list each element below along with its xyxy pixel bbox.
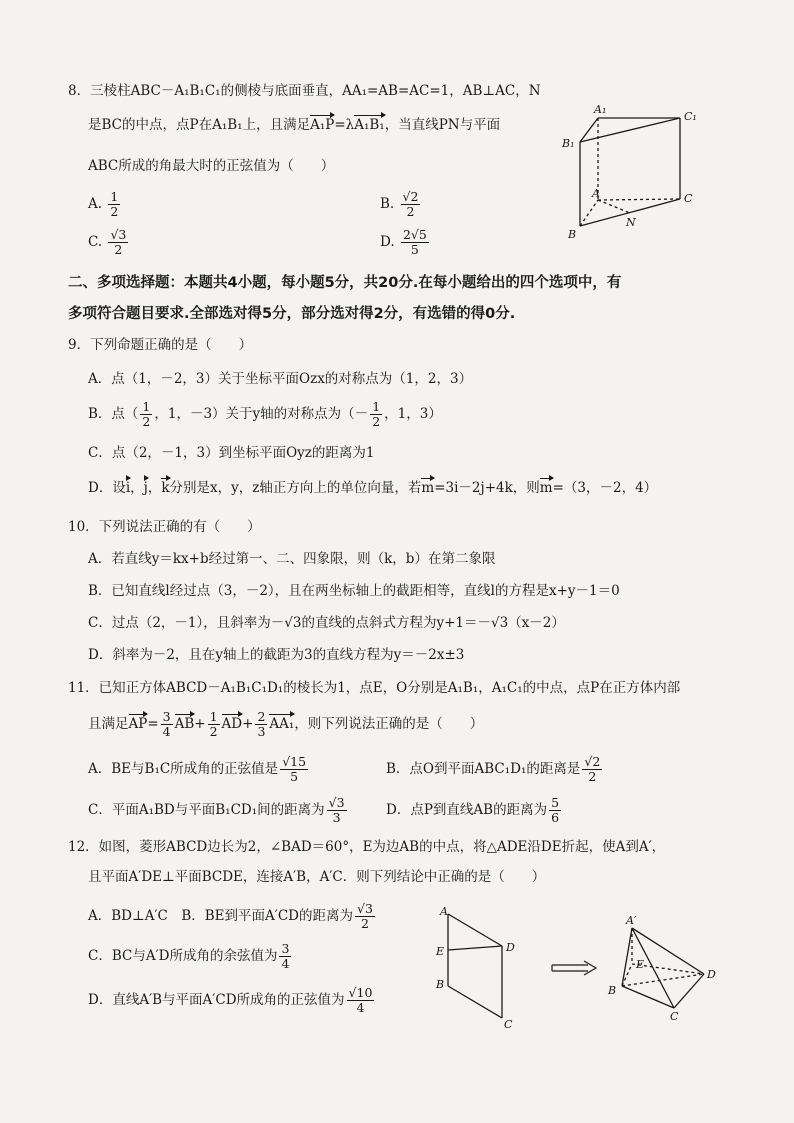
q8-line2: 是BC的中点，点P在A₁B₁上，且满足A₁P=λA₁B₁，当直线PN与平面 xyxy=(88,113,500,136)
label-D: D xyxy=(707,968,716,981)
q8-option-a: A. $\frac{1}{2}$ xyxy=(88,189,119,219)
label-E: E xyxy=(636,958,645,971)
vector-A1B1: A₁B₁ xyxy=(354,113,385,132)
label-D: D xyxy=(506,941,515,954)
label-B: B xyxy=(608,984,617,997)
label-C1: C₁ xyxy=(684,110,697,123)
label-A: A xyxy=(440,905,448,918)
label-B1: B₁ xyxy=(562,137,575,150)
q10-option-d: D．斜率为－2，且在y轴上的截距为3的直线方程为y＝－2x±3 xyxy=(88,647,465,663)
rhombus-figure xyxy=(432,906,522,1030)
q9-option-d: D．设i，j，k分别是x，y，z轴正方向上的单位向量，若m=3i－2j+4k，则m=（3，－2，4） xyxy=(88,476,657,499)
label-N: N xyxy=(626,216,636,229)
label-C: C xyxy=(670,1010,679,1023)
q9-option-a: A．点（1，－2，3）关于坐标平面Ozx的对称点为（1，2，3） xyxy=(88,371,473,387)
q8-line3: ABC所成的角最大时的正弦值为（ ） xyxy=(88,158,335,174)
q8-option-c: C. $\frac{√3}{2}$ xyxy=(88,227,127,257)
q8-option-a-fraction: $\frac{1}{2}$ xyxy=(110,189,119,219)
fold-arrow-icon xyxy=(550,960,600,976)
q8-option-d-fraction: $\frac{2√5}{5}$ xyxy=(402,227,427,257)
q10-option-b: B．已知直线l经过点（3，－2），且在两坐标轴上的截距相等，直线l的方程是x+y－1＝0 xyxy=(88,583,620,599)
section2-heading-line1: 二、多项选择题：本题共4小题，每小题5分，共20分.在每小题给出的四个选项中，有 xyxy=(68,275,622,291)
q8-option-b-fraction: $\frac{√2}{2}$ xyxy=(402,189,419,219)
label-A-prime: A′ xyxy=(626,914,637,927)
label-C: C xyxy=(684,192,693,205)
q11-option-a: A．BE与B₁C所成角的正弦值是 $\frac{√15}{5}$ xyxy=(88,754,307,784)
q10-option-a: A．若直线y＝kx+b经过第一、二、四象限，则（k，b）在第二象限 xyxy=(88,551,496,567)
q10-option-c: C．过点（2，－1），且斜率为－√3的直线的点斜式方程为y+1＝－√3（x－2） xyxy=(88,615,565,631)
label-A: A xyxy=(592,187,600,200)
label-A1: A₁ xyxy=(594,103,607,116)
q8-option-d: D. $\frac{2√5}{5}$ xyxy=(380,227,427,257)
q8-line1: 8．三棱柱ABC－A₁B₁C₁的侧棱与底面垂直，AA₁=AB=AC=1，AB⊥AC，N xyxy=(68,83,541,99)
q12-option-ab: A．BD⊥A′C B．BE到平面A′CD的距离为 $\frac{√3}{2}$ xyxy=(88,901,373,931)
q11-line1: 11．已知正方体ABCD－A₁B₁C₁D₁的棱长为1，点E，O分别是A₁B₁，A₁C₁的中点，点P在正方体内部 xyxy=(68,680,681,696)
q9-option-c: C．点（2，－1，3）到坐标平面Oyz的距离为1 xyxy=(88,445,375,461)
q11-option-b: B．点O到平面ABC₁D₁的距离是 $\frac{√2}{2}$ xyxy=(386,754,601,784)
label-E: E xyxy=(436,945,445,958)
folded-pyramid-figure xyxy=(600,916,720,1026)
q9-option-b: B．点（ $\frac{1}{2}$ ，1，－3）关于y轴的对称点为（－ $\frac{1}{2}$ ，1，3） xyxy=(88,399,442,429)
q10-stem: 10．下列说法正确的有（ ） xyxy=(68,519,261,535)
prism-figure xyxy=(560,102,705,242)
q12-line1: 12．如图，菱形ABCD边长为2，∠BAD＝60°，E为边AB的中点，将△ADE沿DE折起，使A到A′， xyxy=(68,839,666,855)
vector-A1P: A₁P xyxy=(310,113,334,132)
q12-option-c: C．BC与A′D所成角的余弦值为 $\frac{3}{4}$ xyxy=(88,941,290,971)
q9-stem: 9．下列命题正确的是（ ） xyxy=(68,337,253,353)
q8-option-b: B. $\frac{√2}{2}$ xyxy=(380,189,419,219)
q11-line2: 且满足AP= $\frac{3}{4}$ AB+ $\frac{1}{2}$ AD+ $\frac{2}{3}$ AA₁，则下列说法正确的是（ ） xyxy=(88,709,484,739)
q12-option-d: D．直线A′B与平面A′CD所成角的正弦值为 $\frac{√10}{4}$ xyxy=(88,985,373,1015)
q12-line2: 且平面A′DE⊥平面BCDE，连接A′B，A′C．则下列结论中正确的是（ ） xyxy=(88,869,546,885)
q11-option-d: D．点P到直线AB的距离为 $\frac{5}{6}$ xyxy=(386,795,560,825)
label-B: B xyxy=(436,978,445,991)
q8-option-c-fraction: $\frac{√3}{2}$ xyxy=(110,227,127,257)
section2-heading-line2: 多项符合题目要求.全部选对得5分，部分选对得2分，有选错的得0分. xyxy=(68,306,516,322)
label-B: B xyxy=(568,228,577,241)
label-C: C xyxy=(504,1018,513,1031)
q11-option-c: C．平面A₁BD与平面B₁CD₁间的距离为 $\frac{√3}{3}$ xyxy=(88,795,345,825)
